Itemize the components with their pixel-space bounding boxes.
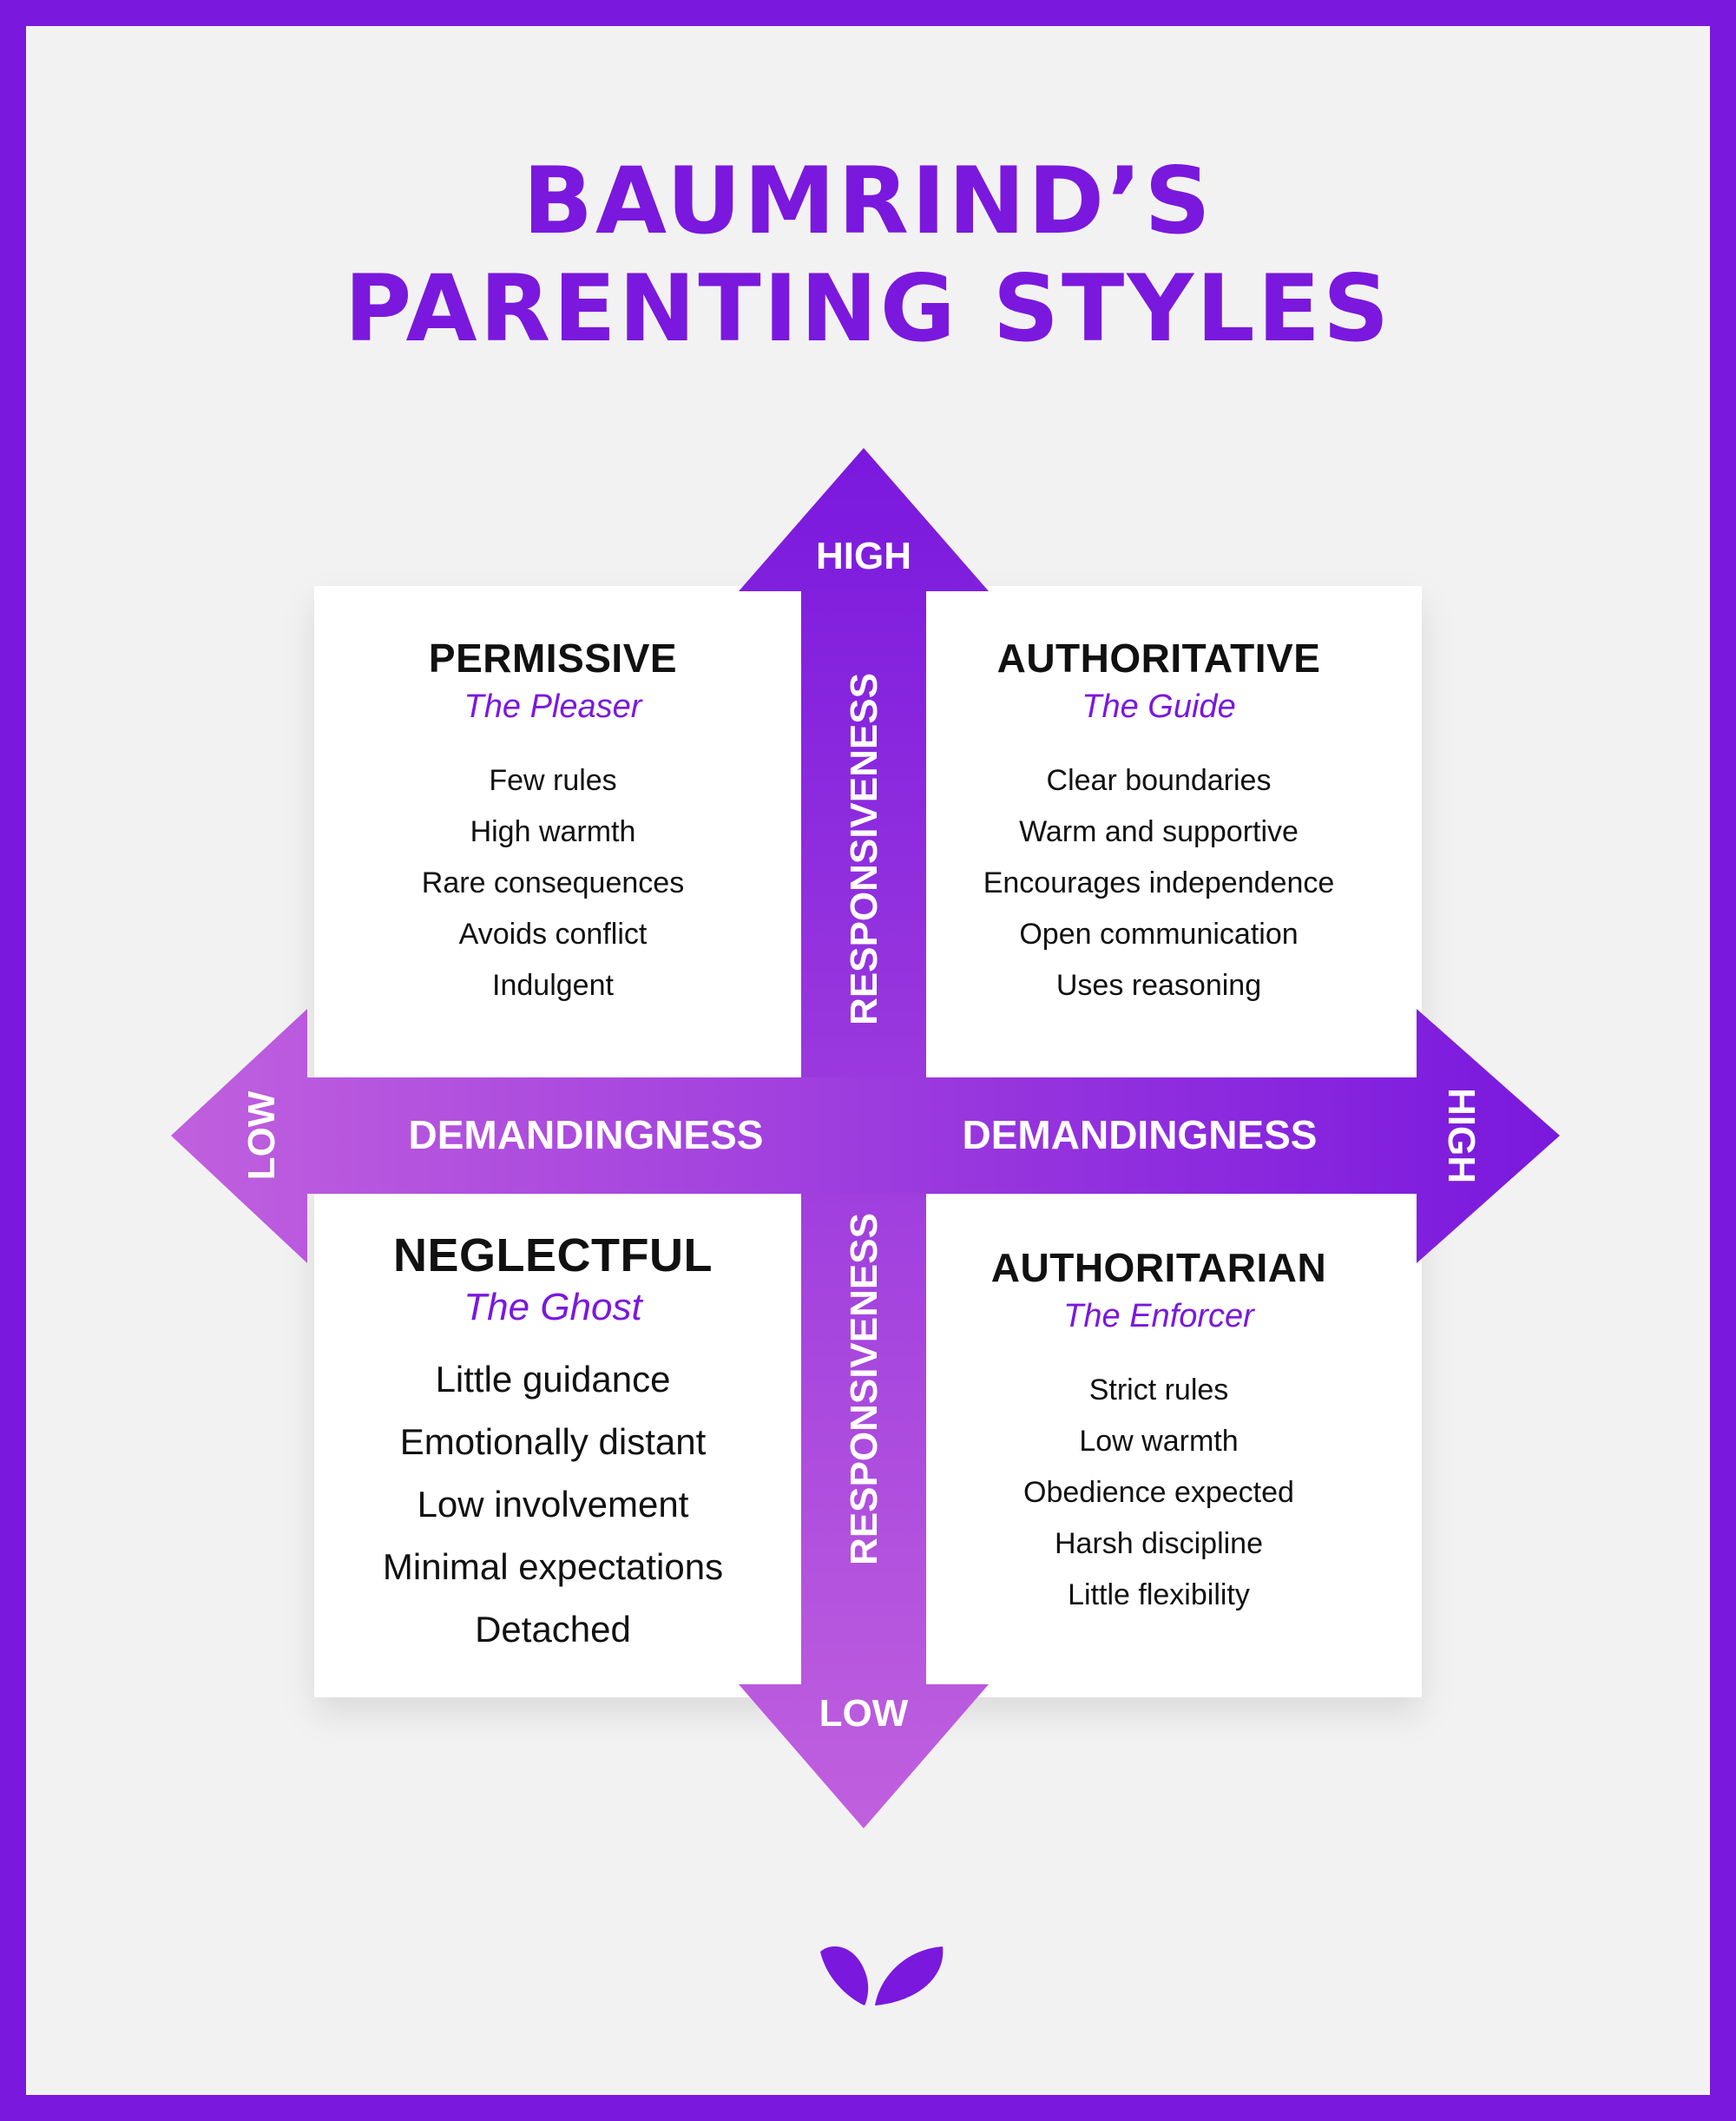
demandingness-label-right: DEMANDINGNESS: [962, 1112, 1318, 1157]
trait-item: High warmth: [470, 815, 636, 848]
style-name: NEGLECTFUL: [393, 1229, 713, 1281]
trait-item: Avoids conflict: [458, 918, 648, 951]
style-subtitle: The Guide: [1082, 688, 1236, 725]
demandingness-label-left: DEMANDINGNESS: [408, 1112, 764, 1157]
style-subtitle: The Enforcer: [1063, 1298, 1254, 1334]
responsiveness-label-bottom: RESPONSIVENESS: [843, 1213, 885, 1565]
trait-item: Low warmth: [1079, 1425, 1239, 1458]
trait-item: Detached: [475, 1609, 631, 1650]
trait-item: Few rules: [489, 764, 617, 797]
trait-item: Little flexibility: [1068, 1578, 1250, 1611]
style-subtitle: The Ghost: [464, 1286, 642, 1328]
trait-item: Clear boundaries: [1046, 764, 1272, 797]
leaf-logo-icon: [26, 26, 1710, 2095]
trait-item: Indulgent: [492, 969, 614, 1002]
trait-item: Minimal expectations: [382, 1546, 724, 1587]
style-name: AUTHORITATIVE: [996, 636, 1321, 681]
vertical-high-label: HIGH: [816, 535, 911, 577]
horizontal-high-label: HIGH: [1440, 1088, 1483, 1183]
horizontal-low-label: LOW: [240, 1090, 283, 1181]
trait-item: Open communication: [1019, 918, 1299, 951]
style-name: PERMISSIVE: [428, 636, 678, 681]
vertical-low-label: LOW: [819, 1692, 909, 1735]
poster: [26, 26, 1710, 2095]
trait-item: Little guidance: [435, 1359, 671, 1400]
style-name: AUTHORITARIAN: [990, 1245, 1327, 1290]
trait-item: Low involvement: [417, 1484, 689, 1525]
title-line-1: BAUMRIND’S: [523, 148, 1213, 254]
trait-item: Warm and supportive: [1019, 815, 1299, 848]
style-subtitle: The Pleaser: [464, 688, 642, 725]
trait-item: Emotionally distant: [399, 1421, 707, 1462]
trait-item: Uses reasoning: [1055, 969, 1262, 1002]
responsiveness-label-top: RESPONSIVENESS: [843, 673, 885, 1025]
trait-item: Rare consequences: [421, 866, 685, 899]
trait-item: Strict rules: [1088, 1373, 1229, 1406]
trait-item: Harsh discipline: [1055, 1527, 1263, 1560]
title-line-2: PARENTING STYLES: [344, 255, 1392, 362]
trait-item: Encourages independence: [983, 866, 1335, 899]
trait-item: Obedience expected: [1023, 1476, 1294, 1509]
